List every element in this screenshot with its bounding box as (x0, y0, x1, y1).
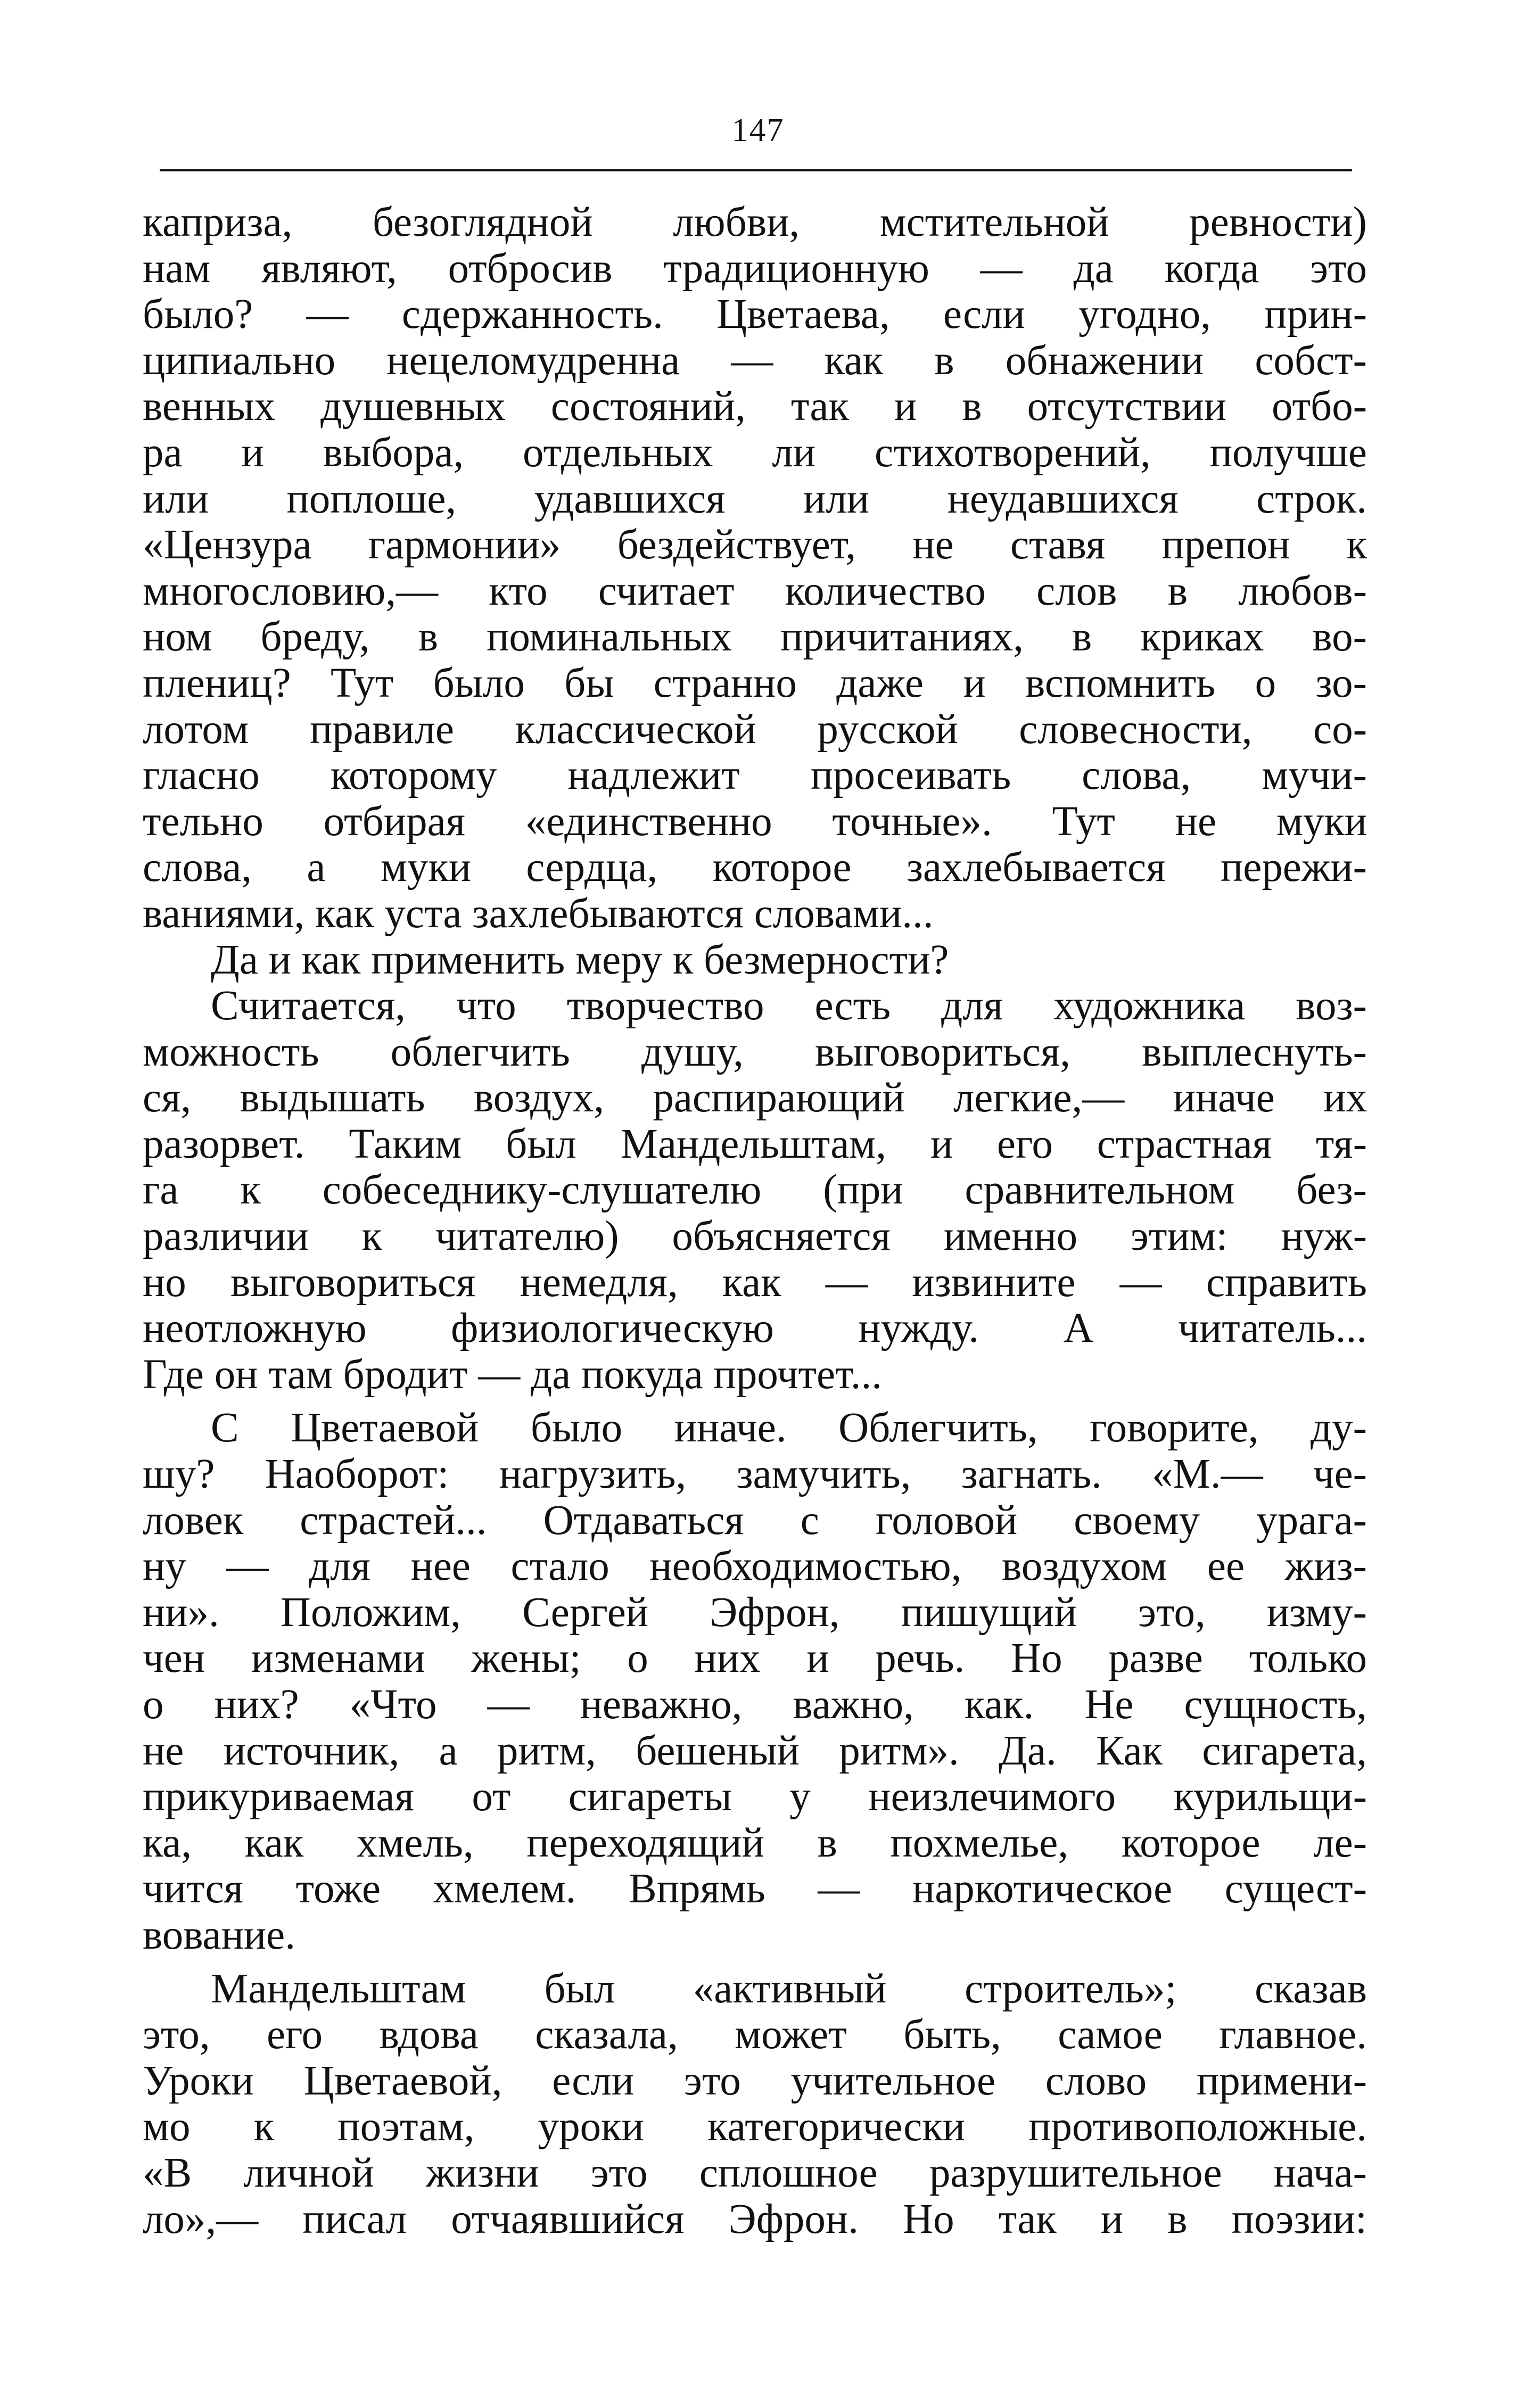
text-line: Считается, что творчество есть для художника воз- (211, 983, 1367, 1029)
text-line: каприза, безоглядной любви, мстительной ревности) (143, 200, 1367, 245)
text-line: плениц? Тут было бы странно даже и вспомнить о зо- (143, 660, 1367, 706)
text-line: ваниями, как уста захлебываются словами... (143, 890, 934, 937)
text-line: прикуриваемая от сигареты у неизлечимого курильщи- (143, 1774, 1367, 1820)
text-line: венных душевных состояний, так и в отсутствии отбо- (143, 384, 1367, 430)
text-line: тельно отбирая «единственно точные». Тут не муки (143, 798, 1367, 845)
text-line: ка, как хмель, переходящий в похмелье, которое ле- (143, 1820, 1367, 1866)
text-line: ни». Положим, Сергей Эфрон, пишущий это, изму- (143, 1589, 1367, 1636)
text-line: гласно которому надлежит просеивать слова, мучи- (143, 753, 1367, 799)
text-line: лотом правиле классической русской словесности, со- (143, 706, 1367, 753)
text-line: «Цензура гармонии» бездействует, не ставя препон к (143, 522, 1367, 568)
text-line: было? — сдержанность. Цветаева, если угодно, прин- (143, 292, 1367, 338)
text-line: ра и выбора, отдельных ли стихотворений, получше (143, 430, 1367, 476)
text-line: ципиально нецеломудренна — как в обнажении собст- (143, 337, 1367, 384)
text-line: различии к читателю) объясняется именно этим: нуж- (143, 1214, 1367, 1260)
body-text (143, 200, 1367, 2242)
text-line: Где он там бродит — да покуда прочтет... (143, 1351, 882, 1398)
text-line: С Цветаевой было иначе. Облегчить, говорите, ду- (211, 1405, 1367, 1452)
text-line: мо к поэтам, уроки категорически противоположные. (143, 2104, 1367, 2150)
text-line: чен изменами жены; о них и речь. Но разве только (143, 1636, 1367, 1682)
text-line: ся, выдышать воздух, распирающий легкие,— иначе их (143, 1075, 1367, 1121)
text-line: Да и как применить меру к безмерности? (211, 937, 949, 983)
text-line: разорвет. Таким был Мандельштам, и его страстная тя- (143, 1121, 1367, 1167)
text-line: шу? Наоборот: нагрузить, замучить, загнать. «М.— че- (143, 1452, 1367, 1498)
text-line: но выговориться немедля, как — извините — справить (143, 1259, 1367, 1306)
text-line: ну — для нее стало необходимостью, воздухом ее жиз- (143, 1544, 1367, 1590)
text-line: ло»,— писал отчаявшийся Эфрон. Но так и в поэзии: (143, 2196, 1367, 2242)
text-line: ловек страстей... Отдаваться с головой своему урага- (143, 1497, 1367, 1544)
text-line: слова, а муки сердца, которое захлебывается пережи- (143, 845, 1367, 891)
page-number: 147 (731, 112, 785, 149)
text-line: это, его вдова сказала, может быть, самое главное. (143, 2012, 1367, 2058)
text-line: неотложную физиологическую нужду. А читатель... (143, 1306, 1367, 1352)
text-line: многословию,— кто считает количество слов в любов- (143, 568, 1367, 614)
header-rule (160, 169, 1352, 171)
text-line: вование. (143, 1912, 295, 1958)
text-line: «В личной жизни это сплошное разрушительное нача- (143, 2150, 1367, 2196)
text-line: ном бреду, в поминальных причитаниях, в криках во- (143, 614, 1367, 661)
text-line: Уроки Цветаевой, если это учительное слово примени- (143, 2058, 1367, 2104)
text-line: нам являют, отбросив традиционную — да когда это (143, 245, 1367, 292)
text-line: о них? «Что — неважно, важно, как. Не сущность, (143, 1682, 1367, 1728)
text-line: не источник, а ритм, бешеный ритм». Да. Как сигарета, (143, 1728, 1367, 1774)
text-line: га к собеседнику-слушателю (при сравнительном без- (143, 1167, 1367, 1214)
text-line: Мандельштам был «активный строитель»; сказав (211, 1966, 1367, 2012)
text-line: чится тоже хмелем. Впрямь — наркотическое сущест- (143, 1866, 1367, 1912)
text-line: или поплоше, удавшихся или неудавшихся строк. (143, 476, 1367, 522)
text-line: можность облегчить душу, выговориться, выплеснуть- (143, 1029, 1367, 1075)
